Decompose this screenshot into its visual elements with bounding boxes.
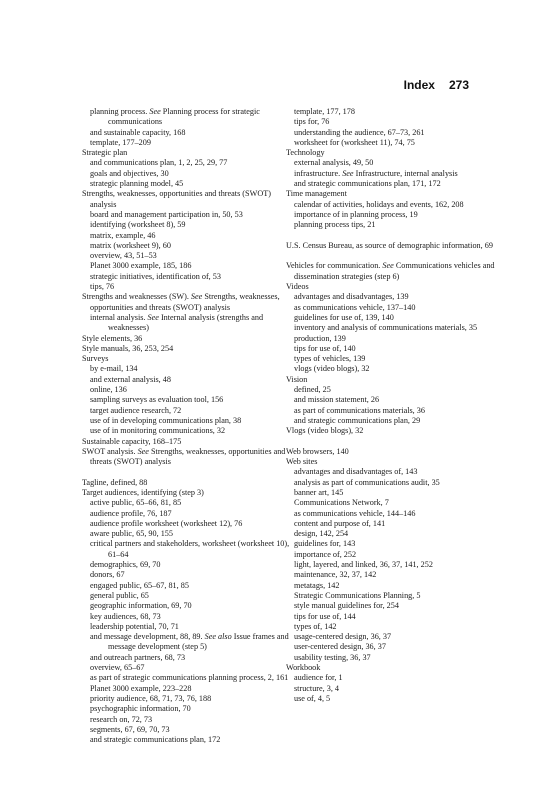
index-heading: Web browsers, 140	[286, 446, 349, 456]
index-heading: Technology	[286, 148, 325, 158]
index-subentry: use of in developing communications plan, 38	[90, 415, 242, 425]
index-subentry: use of, 4, 5	[294, 693, 331, 703]
index-subentry: board and management participation in, 50, 53	[90, 209, 243, 219]
index-heading: Tagline, defined, 88	[82, 477, 148, 487]
index-subentry: banner art, 145	[294, 487, 344, 497]
index-heading: Strengths and weaknesses (SW). See Strengths, weaknesses, opportunities and threats (SWOT) analysis	[82, 292, 280, 312]
index-subentry: guidelines for use of, 139, 140	[294, 312, 394, 322]
index-subentry: by e-mail, 134	[90, 364, 138, 374]
index-subentry: overview, 65–67	[90, 663, 145, 673]
index-subentry: vlogs (video blogs), 32	[294, 364, 370, 374]
index-subentry: donors, 67	[90, 570, 125, 580]
index-subentry: geographic information, 69, 70	[90, 601, 192, 611]
index-column-right	[286, 107, 508, 704]
index-subentry: and strategic communications plan, 171, 172	[294, 179, 441, 189]
cross-reference-marker: See	[149, 107, 161, 116]
index-subentry: inventory and analysis of communications materials, 35	[294, 323, 478, 333]
section-title: Index	[403, 78, 435, 92]
index-subentry: Communications Network, 7	[294, 498, 389, 508]
index-subentry: template, 177, 178	[294, 107, 355, 116]
index-subentry: psychographic information, 70	[90, 704, 191, 714]
index-subentry: types of vehicles, 139	[294, 354, 366, 364]
index-heading: Workbook	[286, 663, 321, 673]
index-subentry: worksheet for (worksheet 11), 74, 75	[294, 137, 415, 147]
index-heading: Strengths, weaknesses, opportunities and threats (SWOT) analysis	[82, 189, 271, 209]
index-subentry: tips, 76	[90, 282, 115, 292]
letter-group-gap	[286, 437, 508, 447]
index-subentry: as communications vehicle, 137–140	[294, 302, 416, 312]
index-subentry: strategic planning model, 45	[90, 179, 184, 189]
index-heading: Time management	[286, 189, 347, 199]
index-subentry: importance of in planning process, 19	[294, 209, 418, 219]
index-subentry: understanding the audience, 67–73, 261	[294, 127, 425, 137]
index-subentry: template, 177–209	[90, 137, 151, 147]
index-subentry: and strategic communications plan, 29	[294, 415, 421, 425]
index-subentry: target audience research, 72	[90, 405, 182, 415]
index-subentry: online, 136	[90, 385, 127, 395]
letter-group-gap	[82, 467, 298, 477]
index-subentry: content and purpose of, 141	[294, 518, 386, 528]
index-subentry: usability testing, 36, 37	[294, 652, 371, 662]
index-subentry: and strategic communications plan, 172	[90, 735, 221, 745]
index-heading: Strategic plan	[82, 148, 128, 158]
index-subentry: matrix (worksheet 9), 60	[90, 240, 171, 250]
index-heading: Vehicles for communication. See Communications vehicles and dissemination strategies (step 6)	[286, 261, 495, 281]
index-heading: U.S. Census Bureau, as source of demographic information, 69	[286, 240, 493, 250]
index-subentry: advantages and disadvantages, 139	[294, 292, 409, 302]
letter-group-gap	[286, 251, 508, 261]
page-number: 273	[448, 78, 469, 92]
index-subentry: audience for, 1	[294, 673, 343, 683]
index-heading: Vlogs (video blogs), 32	[286, 426, 364, 436]
index-subentry: overview, 43, 51–53	[90, 251, 157, 261]
index-subentry: and outreach partners, 68, 73	[90, 652, 186, 662]
letter-group-gap	[286, 231, 508, 241]
index-subentry: light, layered, and linked, 36, 37, 141, 252	[294, 560, 433, 570]
index-subentry: key audiences, 68, 73	[90, 611, 161, 621]
index-subentry: design, 142, 254	[294, 529, 349, 539]
index-subentry: guidelines for, 143	[294, 539, 356, 549]
index-subentry: external analysis, 49, 50	[294, 158, 374, 168]
index-subentry: audience profile, 76, 187	[90, 508, 172, 518]
cross-reference-marker: See	[137, 446, 149, 456]
running-header	[404, 78, 469, 92]
index-heading: Web sites	[286, 457, 318, 467]
index-heading: Style manuals, 36, 253, 254	[82, 343, 174, 353]
index-subentry: metatags, 142	[294, 580, 340, 590]
index-subentry: as communications vehicle, 144–146	[294, 508, 416, 518]
index-subentry: and communications plan, 1, 2, 25, 29, 77	[90, 158, 228, 168]
index-column-left	[82, 107, 298, 745]
index-subentry: aware public, 65, 90, 155	[90, 529, 173, 539]
index-subentry: user-centered design, 36, 37	[294, 642, 386, 652]
index-subentry: types of, 142	[294, 621, 337, 631]
index-subentry: research on, 72, 73	[90, 714, 153, 724]
index-subentry: matrix, example, 46	[90, 230, 156, 240]
index-subentry: as part of communications materials, 36	[294, 405, 425, 415]
cross-reference-marker: See also	[204, 632, 232, 642]
index-subentry: planning process. See Planning process for strategic communications	[90, 107, 260, 127]
index-subentry: segments, 67, 69, 70, 73	[90, 724, 170, 734]
index-heading: Surveys	[82, 354, 109, 364]
index-subentry: internal analysis. See Internal analysis (strengths and weaknesses)	[90, 312, 264, 333]
index-subentry: critical partners and stakeholders, worksheet (worksheet 10), 61–64	[90, 539, 290, 559]
cross-reference-marker: See	[190, 292, 203, 302]
index-heading: Videos	[286, 282, 309, 292]
cross-reference-marker: See	[147, 312, 159, 322]
index-subentry: usage-centered design, 36, 37	[294, 632, 392, 642]
index-subentry: goals and objectives, 30	[90, 168, 169, 178]
index-heading: SWOT analysis. See Strengths, weaknesses, opportunities and threats (SWOT) analysis	[82, 446, 286, 467]
index-subentry: tips for use of, 140	[294, 343, 356, 353]
index-subentry: maintenance, 32, 37, 142	[294, 570, 377, 580]
index-subentry: audience profile worksheet (worksheet 12), 76	[90, 518, 243, 528]
index-subentry: infrastructure. See Infrastructure, internal analysis	[294, 168, 458, 178]
index-subentry: Planet 3000 example, 223–228	[90, 683, 192, 693]
index-subentry: Planet 3000 example, 185, 186	[90, 261, 192, 271]
index-subentry: and external analysis, 48	[90, 374, 171, 384]
index-subentry: strategic initiatives, identification of, 53	[90, 271, 221, 281]
index-subentry: advantages and disadvantages of, 143	[294, 467, 418, 477]
cross-reference-marker: See	[382, 261, 394, 271]
index-subentry: leadership potential, 70, 71	[90, 621, 179, 631]
index-subentry: and sustainable capacity, 168	[90, 127, 186, 137]
index-subentry: style manual guidelines for, 254	[294, 601, 399, 611]
index-subentry: general public, 65	[90, 590, 149, 600]
index-subentry: planning process tips, 21	[294, 220, 376, 230]
index-subentry: as part of strategic communications planning process, 2, 161	[90, 673, 289, 683]
index-subentry: tips for use of, 144	[294, 611, 356, 621]
index-subentry: engaged public, 65–67, 81, 85	[90, 580, 189, 590]
index-subentry: use of in monitoring communications, 32	[90, 426, 226, 436]
index-heading: Target audiences, identifying (step 3)	[82, 487, 204, 497]
index-subentry: identifying (worksheet 8), 59	[90, 220, 186, 230]
index-subentry: production, 139	[294, 333, 346, 343]
index-heading: Style elements, 36	[82, 333, 143, 343]
index-subentry: defined, 25	[294, 385, 331, 395]
index-subentry: structure, 3, 4	[294, 683, 340, 693]
index-heading: Sustainable capacity, 168–175	[82, 436, 182, 446]
index-subentry: analysis as part of communications audit, 35	[294, 477, 440, 487]
index-subentry: demographics, 69, 70	[90, 560, 161, 570]
index-subentry: and mission statement, 26	[294, 395, 380, 405]
index-subentry: and message development, 88, 89. See also Issue frames and message development (step 5)	[90, 632, 289, 652]
index-subentry: calendar of activities, holidays and events, 162, 208	[294, 199, 464, 209]
index-subentry: tips for, 76	[294, 117, 330, 127]
index-heading: Vision	[286, 374, 308, 384]
index-subentry: Strategic Communications Planning, 5	[294, 590, 421, 600]
cross-reference-marker: See	[342, 168, 354, 178]
index-subentry: sampling surveys as evaluation tool, 156	[90, 395, 224, 405]
index-subentry: active public, 65–66, 81, 85	[90, 498, 182, 508]
index-subentry: priority audience, 68, 71, 73, 76, 188	[90, 693, 212, 703]
index-subentry: importance of, 252	[294, 549, 357, 559]
